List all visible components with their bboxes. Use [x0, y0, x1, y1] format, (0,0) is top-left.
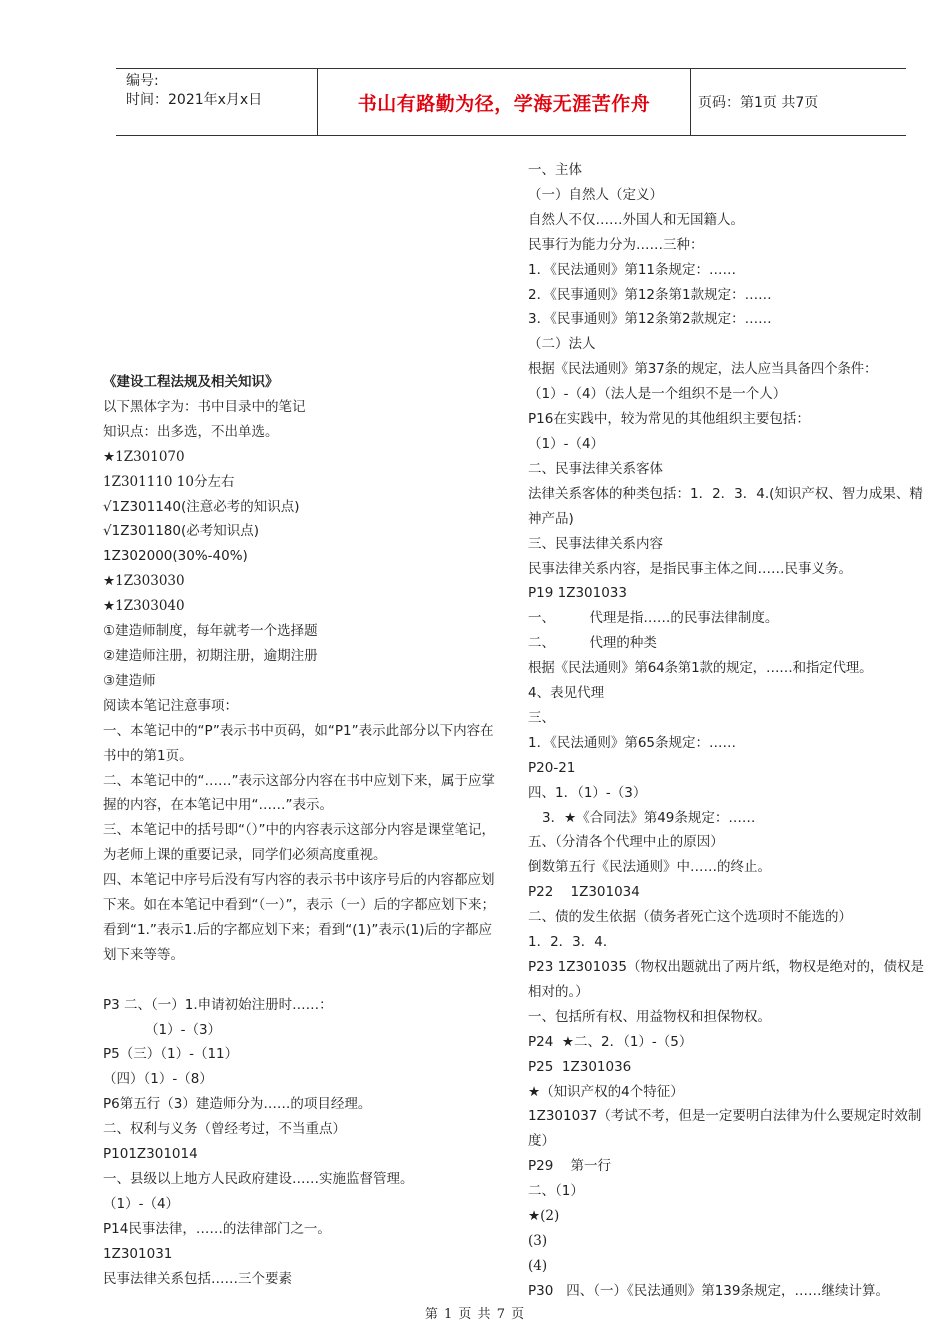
text-line: 根据《民法通则》第37条的规定，法人应当具备四个条件：	[528, 361, 878, 378]
text-line: 民事行为能力分为……三种：	[528, 236, 704, 253]
text-line: 二、民事法律关系客体	[528, 460, 663, 477]
text-line: P20-21	[528, 759, 576, 776]
page-footer: 第 1 页 共 7 页	[424, 1307, 526, 1322]
right-column	[528, 158, 930, 1304]
text-line: P29 第一行	[528, 1158, 611, 1175]
text-line: （二）法人	[528, 336, 596, 353]
book-title: 《建设工程法规及相关知识》	[103, 374, 279, 390]
text-line: 1Z301031	[103, 1245, 173, 1262]
text-line: 二、 代理的种类	[528, 635, 657, 652]
text-line: 一、包括所有权、用益物权和担保物权。	[528, 1008, 771, 1025]
text-line: P3 二、（一）1.申请初始注册时……：	[103, 996, 333, 1013]
note-paragraph: 一、本笔记中的“P”表示书中页码，如“P1”表示此部分以下内容在书中的第1页。	[103, 722, 494, 764]
text-line: （1）-（4）	[528, 435, 605, 452]
text-line: P5（三）（1）-（11）	[103, 1046, 239, 1063]
text-line: (4)	[528, 1257, 548, 1274]
text-line: √1Z301180(必考知识点)	[103, 523, 260, 540]
text-line: 1Z301110 10分左右	[103, 473, 235, 490]
text-line: 民事法律关系包括……三个要素	[103, 1270, 292, 1287]
text-line: P14民事法律，……的法律部门之一。	[103, 1220, 331, 1237]
text-line: 1．《民法通则》第11条规定：……	[528, 261, 737, 278]
note-paragraph: 二、本笔记中的“……”表示这部分内容在书中应划下来，属于应掌握的内容，在本笔记中用“……”表示。	[103, 772, 495, 814]
text-line: 三、	[528, 709, 555, 726]
text-line: 一、 代理是指……的民事法律制度。	[528, 610, 779, 627]
text-line: 二、权利与义务（曾经考过，不当重点）	[103, 1121, 346, 1138]
text-line: 一、主体	[528, 162, 582, 178]
text-line: 3．《民事通则》第12条第2款规定：……	[528, 311, 772, 328]
text-line: 自然人不仅……外国人和无国籍人。	[528, 211, 744, 228]
text-line: P101Z301014	[103, 1146, 198, 1163]
header-motto-cell	[317, 69, 691, 135]
text-line: ★1Z303030	[103, 573, 185, 590]
document-number-label: 编号:	[126, 73, 159, 89]
text-line: （1）-（4）（法人是一个组织不是一个人）	[528, 386, 787, 403]
text-line: （一）自然人（定义）	[528, 186, 663, 203]
text-line: P22 1Z301034	[528, 884, 640, 901]
text-line: 倒数第五行《民法通则》中……的终止。	[528, 859, 771, 876]
text-line: √1Z301140(注意必考的知识点)	[103, 498, 300, 515]
text-line: 1．《民法通则》第65条规定：……	[528, 734, 737, 751]
note-paragraph: P23 1Z301035（物权出题就出了两片纸，物权是绝对的，债权是相对的。）	[528, 959, 924, 1000]
text-line: 根据《民法通则》第64条第1款的规定，……和指定代理。	[528, 660, 873, 677]
text-line: 二、（1）	[528, 1183, 584, 1200]
text-line: P24 ★二、2．（1）-（5）	[528, 1033, 693, 1050]
text-line: P25 1Z301036	[528, 1058, 632, 1075]
text-line: 五、（分清各个代理中止的原因）	[528, 834, 724, 851]
document-header	[116, 68, 906, 136]
text-line: ①建造师制度，每年就考一个选择题	[103, 623, 318, 640]
text-line: 一、县级以上地方人民政府建设……实施监督管理。	[103, 1170, 414, 1187]
text-line: (3)	[528, 1232, 548, 1249]
text-line: ★(2)	[528, 1208, 560, 1225]
text-line: ②建造师注册，初期注册，逾期注册	[103, 647, 318, 664]
text-line: （1）-（3）	[145, 1021, 222, 1038]
text-line: 四、1．（1）-（3）	[528, 784, 647, 801]
text-line: P30 四、（一）《民法通则》第139条规定，……继续计算。	[528, 1282, 889, 1299]
header-page-number: 页码：第1页 共7页	[698, 95, 819, 111]
text-line: 1Z302000(30%-40%)	[103, 548, 248, 565]
text-line: 知识点：出多选，不出单选。	[103, 423, 279, 440]
note-paragraph: 1Z301037（考试不考，但是一定要明白法律为什么要规定时效制度）	[528, 1108, 922, 1150]
text-line: 二、债的发生依据（债务者死亡这个选项时不能选的）	[528, 909, 852, 926]
text-line: ③建造师	[103, 672, 156, 689]
left-column	[103, 370, 495, 1292]
text-line: （四）（1）-（8）	[103, 1071, 213, 1088]
text-line: P6第五行（3）建造师分为……的项目经理。	[103, 1096, 372, 1113]
header-meta-cell	[116, 69, 316, 135]
note-paragraph: 法律关系客体的种类包括：1．2．3．4.(知识产权、智力成果、精神产品)	[528, 485, 923, 527]
text-line: ★1Z301070	[103, 448, 185, 465]
text-line: 以下黑体字为：书中目录中的笔记	[103, 398, 306, 415]
header-page-cell	[690, 69, 906, 135]
text-line: 2．《民事通则》第12条第1款规定：……	[528, 286, 772, 303]
text-line: 3．★《合同法》第49条规定：……	[542, 809, 756, 826]
text-line: ★1Z303040	[103, 598, 185, 615]
text-line: 阅读本笔记注意事项：	[103, 697, 238, 714]
blank-line	[103, 968, 495, 993]
text-line: P19 1Z301033	[528, 585, 627, 602]
text-line: ★（知识产权的4个特征）	[528, 1083, 684, 1100]
text-line: （1）-（4）	[103, 1195, 180, 1212]
text-line: 三、民事法律关系内容	[528, 535, 663, 552]
text-line: 民事法律关系内容，是指民事主体之间……民事义务。	[528, 560, 852, 577]
note-paragraph: 三、本笔记中的括号即“（）”中的内容表示这部分内容是课堂笔记，为老师上课的重要记录，同学们必须高度重视。	[103, 822, 495, 864]
text-line: P16在实践中，较为常见的其他组织主要包括：	[528, 411, 810, 428]
text-line: 4、表见代理	[528, 685, 605, 702]
text-line: 1．2．3．4．	[528, 934, 617, 951]
document-time-label: 时间：2021年x月x日	[126, 92, 263, 108]
note-paragraph: 四、本笔记中序号后没有写内容的表示书中该序号后的内容都应划下来。如在本笔记中看到“（一）”，表示（一）后的字都应划下来；看到“1.”表示1.后的字都应划下来；看到“(1)”表示(1)后的字都应划下来等等。	[103, 872, 495, 963]
header-motto: 书山有路勤为径，学海无涯苦作舟	[357, 92, 651, 115]
